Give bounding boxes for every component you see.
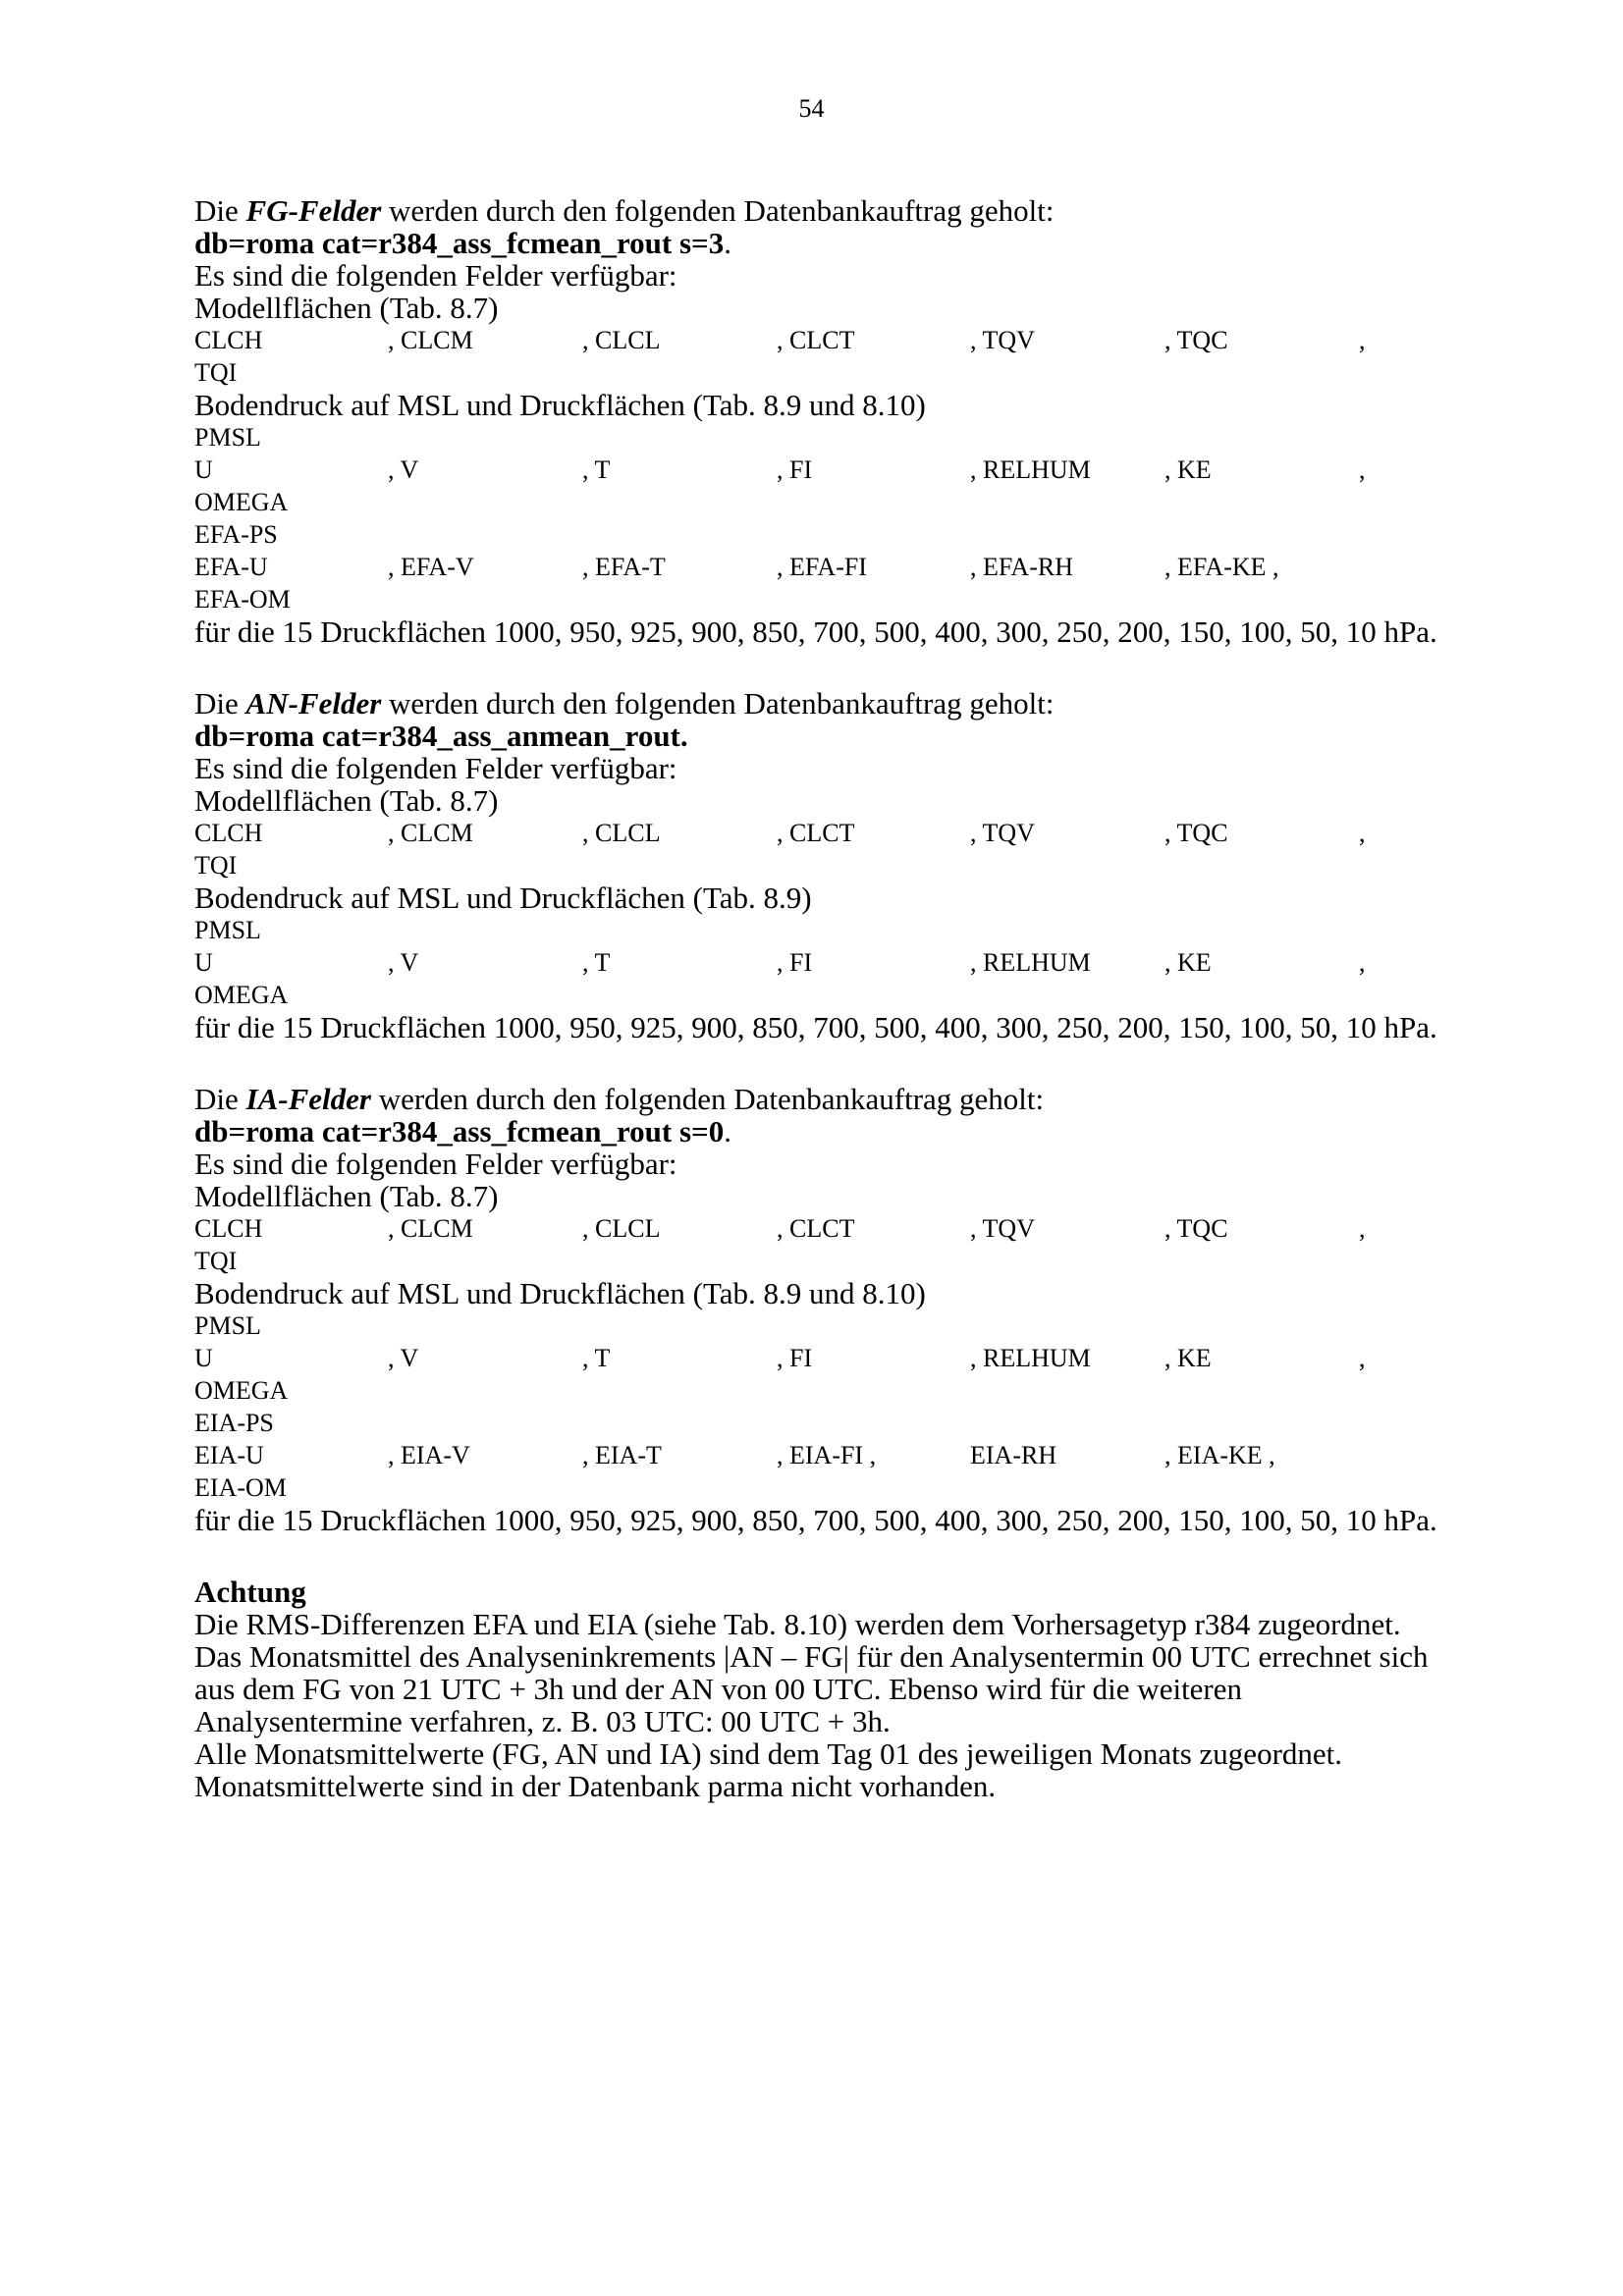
field-separator: ,	[1359, 948, 1366, 977]
field-group-name: AN-Felder	[245, 686, 382, 721]
field-name: OMEGA	[194, 1376, 289, 1405]
field-name: , EIA-T	[582, 1441, 662, 1469]
model-fields-row	[194, 324, 1441, 356]
field-name: , EIA-KE ,	[1164, 1441, 1275, 1469]
field-name: , EIA-FI ,	[777, 1441, 877, 1469]
field-name: , EFA-KE ,	[1164, 553, 1279, 581]
section-intro: Die IA-Felder werden durch den folgenden Datenbankauftrag geholt:	[194, 1082, 1045, 1116]
field-name: U	[194, 455, 213, 484]
field-name: , CLCT	[777, 819, 855, 847]
note-paragraph: Die RMS-Differenzen EFA und EIA (siehe Tab. 8.10) werden dem Vorhersagetyp r384 zugeordnet. Das Monatsmittel des Analyseninkrements |AN – FG| für den Analysentermin 00 UTC errechnet sich aus dem FG von 21 UTC + 3h und der AN von 00 UTC. Ebenso wird für die weiteren Analysentermine verfahren, z. B. 03 UTC: 00 UTC + 3h.	[194, 1607, 1429, 1738]
field-name: EFA-OM	[194, 585, 291, 614]
field-name: OMEGA	[194, 981, 289, 1009]
field-name: , TQC	[1164, 819, 1228, 847]
section-intro: Die FG-Felder werden durch den folgenden Datenbankauftrag geholt:	[194, 193, 1055, 228]
field-name: , RELHUM	[970, 948, 1091, 977]
field-name: PMSL	[194, 423, 261, 452]
model-levels-heading: Modellflächen (Tab. 8.7)	[194, 783, 499, 818]
pressure-fields-row	[194, 1342, 1441, 1374]
field-name: , TQV	[970, 819, 1035, 847]
field-name: , V	[388, 455, 419, 484]
field-name: , CLCL	[582, 819, 661, 847]
field-name: TQI	[194, 358, 238, 387]
error-fields-row	[194, 551, 1441, 583]
field-separator: ,	[1359, 455, 1366, 484]
field-separator: ,	[1359, 326, 1366, 354]
field-name: , TQV	[970, 1214, 1035, 1243]
section-ia-felder	[194, 1083, 1441, 1536]
field-group-name: IA-Felder	[245, 1082, 371, 1116]
field-name: , T	[582, 1344, 611, 1372]
field-name: , TQV	[970, 326, 1035, 354]
pressure-levels-list: für die 15 Druckflächen 1000, 950, 925, 900, 850, 700, 500, 400, 300, 250, 200, 150, 100, 50, 10 hPa.	[194, 614, 1437, 649]
document-body	[194, 194, 1441, 1802]
field-name: , RELHUM	[970, 1344, 1091, 1372]
field-name: , RELHUM	[970, 455, 1091, 484]
database-command: db=roma cat=r384_ass_fcmean_rout s=3.	[194, 226, 731, 260]
field-name: , FI	[777, 455, 813, 484]
field-name: , FI	[777, 948, 813, 977]
field-name: EIA-RH	[970, 1441, 1057, 1469]
field-name: , CLCT	[777, 326, 855, 354]
field-name: , EIA-V	[388, 1441, 470, 1469]
field-name: EIA-U	[194, 1441, 264, 1469]
section-intro: Die AN-Felder werden durch den folgenden Datenbankauftrag geholt:	[194, 686, 1055, 721]
field-separator: ,	[1359, 1344, 1366, 1372]
field-name: EIA-PS	[194, 1409, 274, 1437]
field-name: , EFA-V	[388, 553, 474, 581]
model-fields-row	[194, 817, 1441, 849]
field-name: TQI	[194, 1247, 238, 1275]
field-name: , CLCT	[777, 1214, 855, 1243]
field-name: , EFA-RH	[970, 553, 1073, 581]
available-fields-text: Es sind die folgenden Felder verfügbar:	[194, 1147, 677, 1181]
available-fields-text: Es sind die folgenden Felder verfügbar:	[194, 258, 677, 293]
section-spacer	[194, 1043, 1441, 1083]
field-name: U	[194, 1344, 213, 1372]
section-fg-felder	[194, 194, 1441, 648]
page-number: 54	[798, 94, 825, 123]
pressure-levels-list: für die 15 Druckflächen 1000, 950, 925, 900, 850, 700, 500, 400, 300, 250, 200, 150, 100, 50, 10 hPa.	[194, 1010, 1437, 1044]
pressure-levels-heading: Bodendruck auf MSL und Druckflächen (Tab. 8.9 und 8.10)	[194, 1276, 926, 1310]
field-name: , CLCM	[388, 819, 473, 847]
field-name: CLCH	[194, 1214, 263, 1243]
field-name: , TQC	[1164, 326, 1228, 354]
model-fields-row	[194, 1212, 1441, 1245]
pressure-levels-list: für die 15 Druckflächen 1000, 950, 925, 900, 850, 700, 500, 400, 300, 250, 200, 150, 100, 50, 10 hPa.	[194, 1503, 1437, 1537]
available-fields-text: Es sind die folgenden Felder verfügbar:	[194, 751, 677, 785]
error-fields-row	[194, 1439, 1441, 1471]
note-paragraph: Alle Monatsmittelwerte (FG, AN und IA) sind dem Tag 01 des jeweiligen Monats zugeordnet. Monatsmittelwerte sind in der Datenbank parma nicht vorhanden.	[194, 1736, 1343, 1803]
field-name: , CLCM	[388, 326, 473, 354]
field-name: , T	[582, 455, 611, 484]
field-name: PMSL	[194, 1311, 261, 1340]
field-separator: ,	[1359, 1214, 1366, 1243]
field-name: U	[194, 948, 213, 977]
field-name: CLCH	[194, 326, 263, 354]
field-name: , FI	[777, 1344, 813, 1372]
model-levels-heading: Modellflächen (Tab. 8.7)	[194, 1179, 499, 1213]
field-name: OMEGA	[194, 488, 289, 516]
field-name: , V	[388, 1344, 419, 1372]
field-name: , KE	[1164, 1344, 1212, 1372]
field-name: , TQC	[1164, 1214, 1228, 1243]
field-name: CLCH	[194, 819, 263, 847]
field-name: , EFA-T	[582, 553, 666, 581]
field-separator: ,	[1359, 819, 1366, 847]
pressure-levels-heading: Bodendruck auf MSL und Druckflächen (Tab. 8.9 und 8.10)	[194, 388, 926, 422]
note-section	[194, 1575, 1441, 1802]
field-name: , KE	[1164, 455, 1212, 484]
section-an-felder	[194, 687, 1441, 1043]
field-name: TQI	[194, 851, 238, 880]
field-name: EFA-PS	[194, 520, 278, 549]
field-name: EFA-U	[194, 553, 268, 581]
field-name: , V	[388, 948, 419, 977]
field-name: EIA-OM	[194, 1473, 287, 1502]
note-heading: Achtung	[194, 1575, 306, 1609]
field-name: , T	[582, 948, 611, 977]
field-name: , CLCM	[388, 1214, 473, 1243]
database-command: db=roma cat=r384_ass_fcmean_rout s=0.	[194, 1114, 731, 1148]
model-levels-heading: Modellflächen (Tab. 8.7)	[194, 291, 499, 325]
pressure-levels-heading: Bodendruck auf MSL und Druckflächen (Tab. 8.9)	[194, 881, 812, 915]
field-name: , EFA-FI	[777, 553, 867, 581]
section-spacer	[194, 1536, 1441, 1575]
field-name: , CLCL	[582, 326, 661, 354]
field-name: , KE	[1164, 948, 1212, 977]
pressure-fields-row	[194, 946, 1441, 979]
database-command: db=roma cat=r384_ass_anmean_rout.	[194, 719, 688, 753]
section-spacer	[194, 648, 1441, 687]
pressure-fields-row	[194, 454, 1441, 486]
field-name: , CLCL	[582, 1214, 661, 1243]
field-group-name: FG-Felder	[245, 193, 382, 228]
field-name: PMSL	[194, 916, 261, 944]
